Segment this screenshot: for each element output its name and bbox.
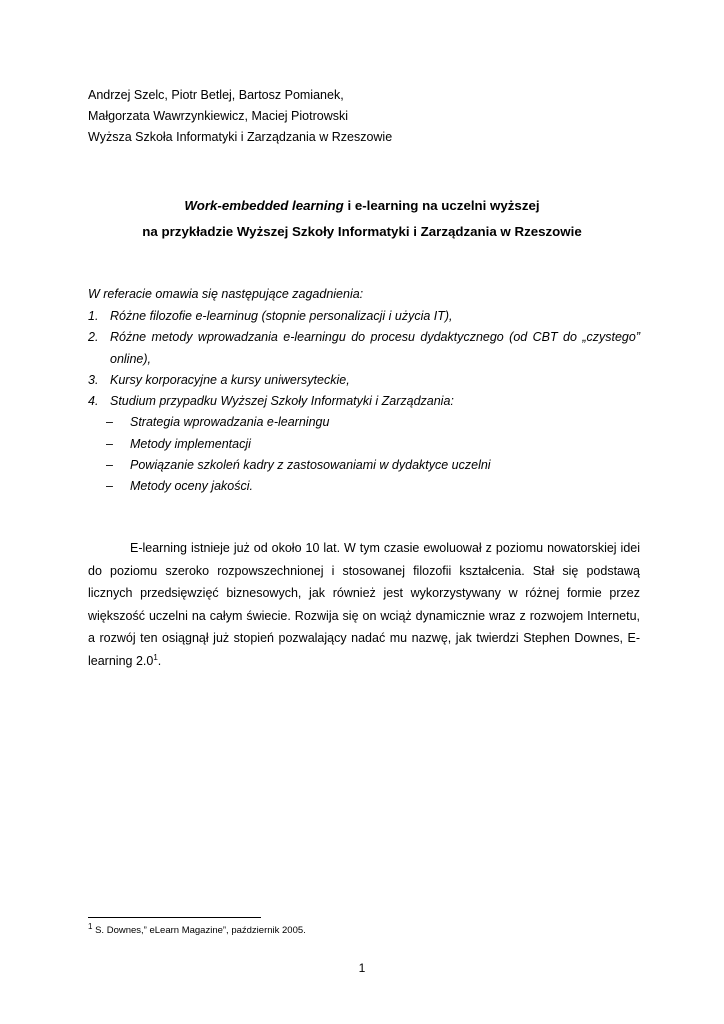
topic-list (88, 306, 640, 498)
list-number: 4. (88, 394, 99, 409)
footnote-text: S. Downes,” eLearn Magazine”, październik 2005. (92, 925, 306, 936)
footnote (88, 921, 306, 937)
title-line-1 (88, 193, 636, 219)
list-item (88, 370, 640, 391)
sublist-text: Metody oceny jakości. (130, 479, 253, 494)
footnote-mark: 1 (88, 921, 93, 931)
sublist-item (106, 412, 640, 433)
sublist-item (106, 434, 640, 455)
paragraph-text: E-learning istnieje już od około 10 lat. W tym czasie ewoluował z poziomu nowatorskiej idei do poziomu szeroko rozpowszechnionej i stosowanej filozofii kształcenia. Stał się podstawą licznych przedsięwzięć biznesowych, jak również jest wykorzystywany w różnej formie przez większość uczelni na całym świecie. Rozwija się on wciąż dynamicznie wraz z rozwojem Internetu, a rozwój ten osiągnął już stopień pozwalający nadać mu nazwę, jak twierdzi Stephen Downes, E-learning 2.0 (88, 541, 640, 668)
sublist-text: Powiązanie szkoleń kadry z zastosowaniami w dydaktyce uczelni (130, 458, 491, 473)
list-number: 1. (88, 309, 99, 323)
footnote-divider (88, 917, 261, 918)
sublist-text: Metody implementacji (130, 436, 251, 451)
sublist-text: Strategia wprowadzania e-learningu (130, 415, 330, 430)
list-text: Różne metody wprowadzania e-learningu do procesu dydaktycznego (od CBT do „czystego” online), (110, 330, 640, 366)
list-number: 3. (88, 372, 99, 387)
title-italic: Work-embedded learning (184, 198, 344, 213)
paper-title (88, 193, 636, 245)
title-line-2: na przykładzie Wyższej Szkoły Informatyki i Zarządzania w Rzeszowie (142, 224, 582, 239)
affiliation-line: Wyższa Szkoła Informatyki i Zarządzania w Rzeszowie (88, 130, 393, 144)
title-rest: i e-learning na uczelni wyższej (343, 198, 540, 213)
body-paragraph (88, 537, 640, 673)
dash-bullet: – (106, 436, 113, 451)
author-block (88, 85, 392, 148)
author-line: Andrzej Szelc, Piotr Betlej, Bartosz Pomianek, (88, 88, 344, 102)
dash-bullet: – (106, 415, 113, 430)
paragraph-end: . (157, 653, 162, 668)
author-line: Małgorzata Wawrzynkiewicz, Maciej Piotrowski (88, 109, 349, 123)
intro-text: W referacie omawia się następujące zagadnienia: (88, 287, 364, 301)
list-item (88, 327, 640, 370)
list-item (88, 306, 640, 327)
footnote-reference[interactable]: 1 (153, 652, 158, 662)
list-number: 2. (88, 330, 99, 345)
list-text: Studium przypadku Wyższej Szkoły Informatyki i Zarządzania: (110, 394, 454, 409)
list-text: Różne filozofie e-learninug (stopnie personalizacji i użycia IT), (110, 309, 453, 323)
sublist-item (106, 455, 640, 476)
dash-bullet: – (106, 458, 113, 473)
list-item (88, 391, 640, 412)
sublist-item (106, 476, 640, 497)
dash-bullet: – (106, 479, 113, 494)
page-number: 1 (358, 961, 366, 975)
list-text: Kursy korporacyjne a kursy uniwersyteckie, (110, 372, 350, 387)
